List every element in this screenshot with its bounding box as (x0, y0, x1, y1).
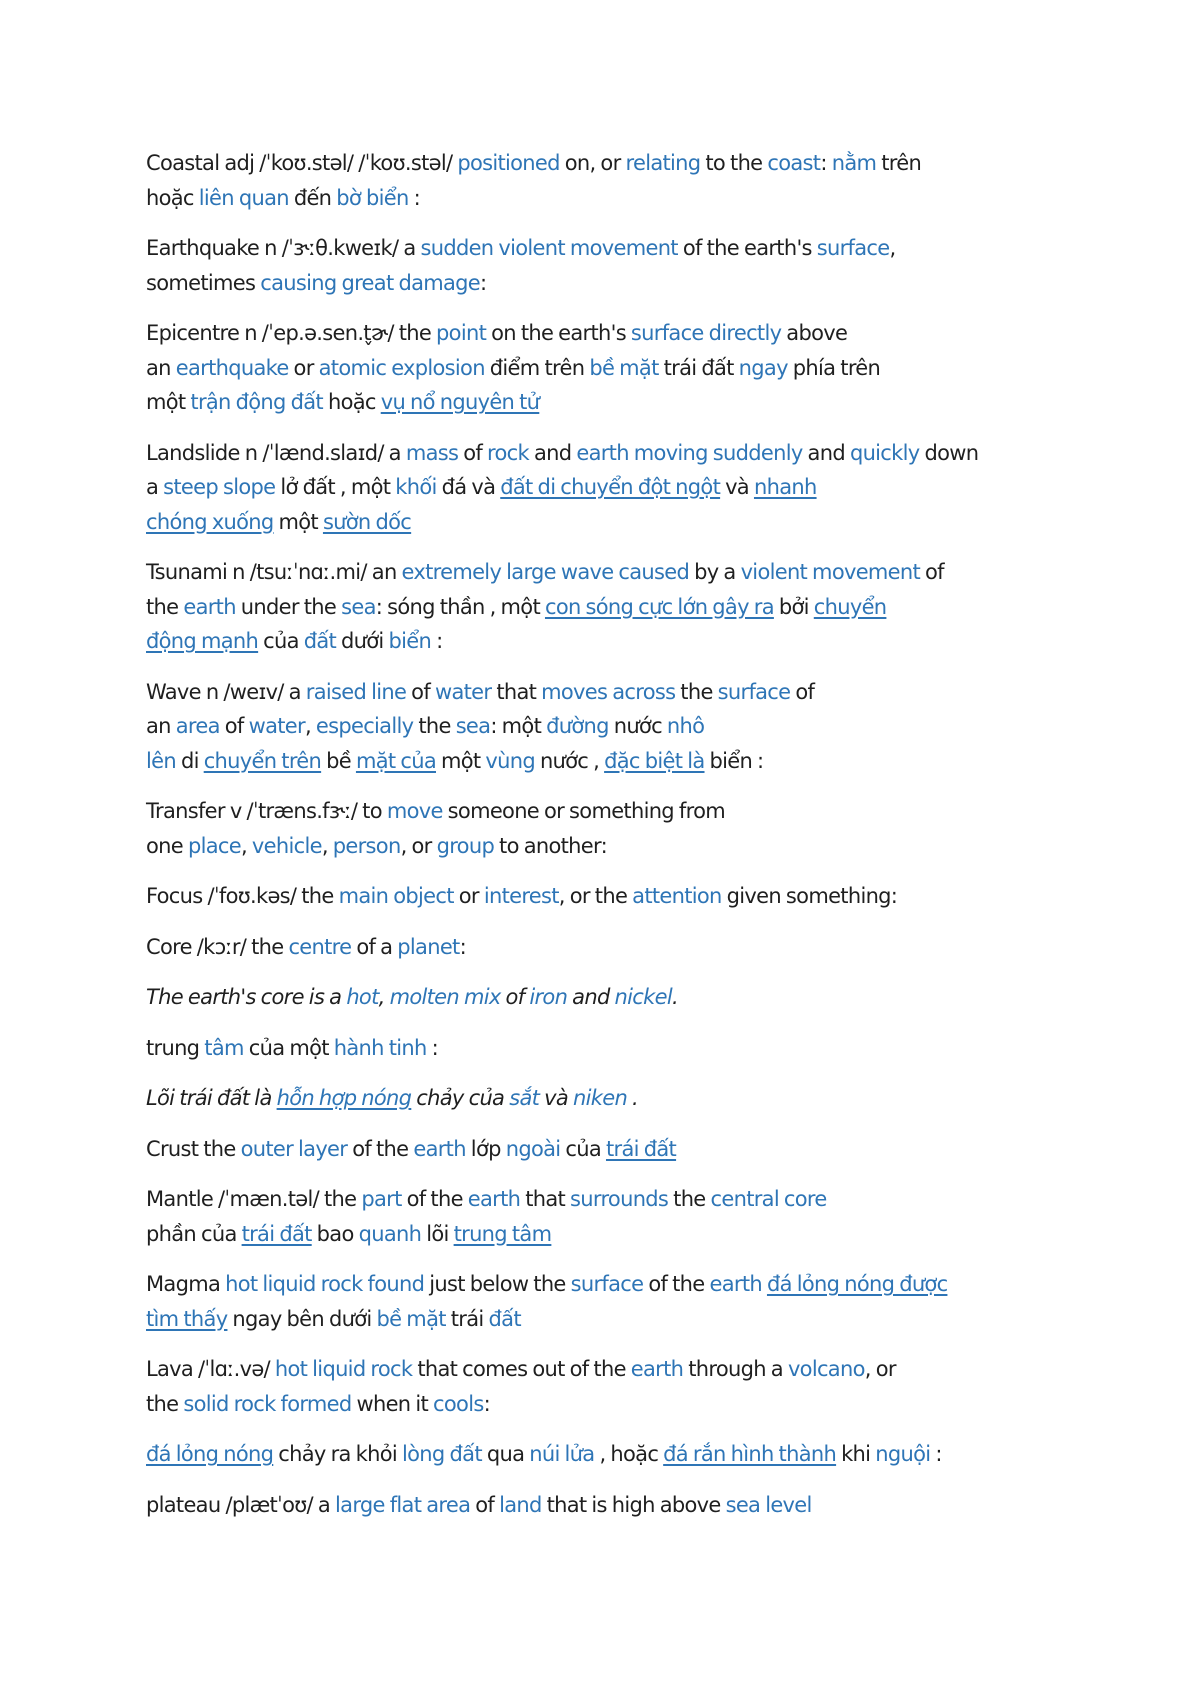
text-run: nước (608, 714, 667, 738)
text-run: , or the (558, 884, 633, 908)
text-run: chảy ra khỏi (273, 1442, 402, 1466)
text-run: of the (347, 1136, 414, 1161)
linked-term: land (499, 1492, 542, 1517)
linked-term: hot (346, 985, 379, 1009)
text-run: và (720, 475, 754, 499)
linked-term: attention (632, 884, 722, 908)
linked-term: núi lửa (529, 1442, 595, 1466)
text-run: , (304, 714, 316, 738)
linked-term: nhanh (753, 475, 817, 499)
text-run: by a (689, 560, 741, 584)
linked-term: sea (341, 594, 376, 619)
text-run: Focus /ˈfoʊ.kəs/ the (146, 884, 339, 908)
text-run: một (146, 390, 191, 414)
text-run: through a (683, 1357, 788, 1381)
text-run: của (560, 1136, 606, 1161)
linked-term: sườn dốc (322, 509, 412, 534)
glossary-entry (146, 555, 1080, 659)
text-run: đến (288, 185, 337, 210)
text-run: that (491, 679, 542, 704)
text-line (146, 470, 1080, 505)
text-run: trung (146, 1035, 205, 1060)
text-run: that (520, 1187, 571, 1211)
text-run: , (378, 985, 390, 1009)
text-line (146, 351, 1080, 386)
text-run: Magma (146, 1272, 226, 1296)
linked-term: đá lỏng nóng được (766, 1272, 948, 1296)
text-run: Core /kɔːr/ the (146, 934, 289, 959)
text-run: of (219, 714, 249, 738)
linked-term: vùng (485, 748, 535, 773)
linked-term: mass (405, 440, 459, 465)
text-run: of a (351, 934, 398, 959)
text-run: biển : (704, 748, 764, 773)
glossary-entry (146, 1267, 1080, 1336)
text-run: to the (700, 151, 768, 175)
text-run: Epicentre n /ˈep.ə.sen.t̬ɚ/ the (146, 321, 437, 345)
text-line (146, 1267, 1080, 1302)
linked-term: vehicle (251, 833, 322, 858)
linked-term: outer layer (240, 1136, 348, 1161)
text-run: Crust the (146, 1136, 241, 1161)
linked-term: liên quan (198, 185, 289, 210)
text-run: : (930, 1442, 942, 1466)
linked-term: place (187, 833, 241, 858)
glossary-entry (146, 1352, 1080, 1421)
text-run: or (288, 355, 319, 380)
text-run: the (146, 1391, 184, 1416)
linked-term: bề mặt (376, 1306, 446, 1331)
text-run: : (431, 629, 443, 653)
text-run: and (802, 440, 850, 465)
text-run: just below the (424, 1272, 571, 1296)
text-run: the (146, 594, 184, 619)
linked-term: đá lỏng nóng (146, 1442, 274, 1466)
text-run: : một (490, 714, 547, 738)
text-run: Lõi trái đất là (146, 1086, 277, 1110)
linked-term: đặc biệt là (604, 748, 705, 773)
linked-term: violent movement (740, 560, 921, 584)
linked-term: khối (395, 475, 437, 499)
linked-term: water (435, 679, 492, 704)
linked-term: trung tâm (453, 1221, 552, 1246)
linked-term: sea level (725, 1492, 812, 1517)
text-line (146, 1352, 1080, 1387)
linked-term: biển (388, 629, 432, 653)
text-run: bao (311, 1221, 359, 1246)
linked-term: surrounds (570, 1187, 669, 1211)
linked-term: trận động đất (190, 390, 323, 414)
linked-term: especially (315, 714, 414, 738)
linked-term: hành tinh (333, 1035, 427, 1060)
text-line (146, 1217, 1080, 1252)
glossary-entry (146, 1437, 1080, 1472)
text-run: down (919, 440, 979, 465)
text-run: and (528, 440, 577, 465)
text-run: một (436, 748, 486, 773)
text-run: , (321, 833, 333, 858)
text-run: to another: (494, 833, 607, 858)
text-run: Landslide n /ˈlænd.slaɪd/ a (146, 440, 406, 465)
linked-term: coast (767, 151, 821, 175)
text-run: lở đất , một (275, 475, 396, 499)
linked-term: volcano (787, 1357, 865, 1381)
linked-term: sắt (509, 1086, 540, 1110)
linked-term: đất (449, 1442, 482, 1466)
linked-term: đường (546, 714, 609, 738)
linked-term: rock (487, 440, 529, 465)
text-run: on the earth's (486, 321, 631, 345)
linked-term: tâm (204, 1035, 244, 1060)
linked-term: trái đất (241, 1221, 312, 1246)
text-run: trái đất (658, 355, 739, 380)
text-run: or (453, 884, 484, 908)
text-run: Mantle /ˈmæn.təl/ the (146, 1187, 362, 1211)
linked-term: nhô (666, 714, 705, 738)
text-line (146, 1437, 1080, 1472)
linked-term: động mạnh (146, 629, 259, 653)
text-run: an (146, 714, 176, 738)
linked-term: move (386, 799, 443, 823)
linked-term: point (436, 321, 487, 345)
linked-term: ngay (738, 355, 788, 380)
text-run: of (500, 985, 530, 1009)
text-line (146, 1488, 1080, 1523)
linked-term: bờ biển (336, 185, 409, 210)
linked-term: đất (303, 629, 337, 653)
text-run: a (146, 475, 164, 499)
text-run: of (458, 440, 488, 465)
linked-term: centre (288, 934, 352, 959)
text-line (146, 930, 1080, 965)
linked-term: đá rắn hình thành (663, 1442, 837, 1466)
text-run: The earth's core is a (146, 985, 347, 1009)
linked-term: moves across (541, 679, 676, 704)
linked-term: vụ nổ nguyên tử (380, 390, 540, 414)
linked-term: person (332, 833, 401, 858)
text-line (146, 505, 1080, 540)
linked-term: sudden violent movement (420, 236, 678, 260)
linked-term: cools (433, 1391, 484, 1416)
text-run: lõi (421, 1221, 454, 1246)
text-line (146, 675, 1080, 710)
linked-term: niken (573, 1086, 628, 1110)
text-run: given something: (721, 884, 898, 908)
linked-term: nguội (875, 1442, 931, 1466)
text-run: that comes out of the (412, 1357, 631, 1381)
linked-term: chóng xuống (146, 509, 274, 534)
linked-term: earth (183, 594, 236, 619)
text-run: of (406, 679, 435, 704)
text-run: : (483, 1391, 490, 1416)
text-run: : (480, 270, 487, 295)
text-run: và (539, 1086, 574, 1110)
linked-term: molten mix (389, 985, 501, 1009)
text-run: sometimes (146, 270, 261, 295)
text-run: qua (481, 1442, 530, 1466)
text-run: hoặc (322, 390, 381, 414)
text-run: : (408, 185, 420, 210)
linked-term: planet (397, 934, 460, 959)
text-line (146, 385, 1080, 420)
text-run: phía trên (787, 355, 881, 380)
text-run: dưới (336, 629, 389, 653)
text-run: : sóng thần , một (375, 594, 545, 619)
linked-term: đất (488, 1306, 521, 1331)
linked-term: group (436, 833, 495, 858)
linked-term: causing great damage (260, 270, 481, 295)
text-line (146, 266, 1080, 301)
text-run: Tsunami n /tsuːˈnɑː.mi/ an (146, 560, 402, 584)
linked-term: tìm thấy (146, 1306, 228, 1331)
text-run: bởi (773, 594, 814, 619)
text-run: Earthquake n /ˈɝːθ.kweɪk/ a (146, 236, 421, 260)
linked-term: water (248, 714, 305, 738)
glossary-entry (146, 1081, 1080, 1116)
linked-term: earth moving suddenly (576, 440, 803, 465)
text-line (146, 1031, 1080, 1066)
text-run: : (426, 1035, 438, 1060)
text-line (146, 1081, 1080, 1116)
text-run: : (459, 934, 466, 959)
text-run: that is high above (541, 1492, 726, 1517)
linked-term: surface (816, 236, 890, 260)
text-run: Transfer v /ˈtræns.fɝː/ to (146, 799, 387, 823)
glossary-entry (146, 930, 1080, 965)
linked-term: mặt của (355, 748, 436, 773)
linked-term: surface (570, 1272, 644, 1296)
linked-term: sea (455, 714, 491, 738)
text-run: một (273, 509, 323, 534)
text-run: of (920, 560, 944, 584)
text-run: . (627, 1086, 639, 1110)
text-run: bề (321, 748, 356, 773)
linked-term: bề mặt (589, 355, 659, 380)
glossary-entry (146, 1132, 1080, 1167)
text-line (146, 590, 1080, 625)
linked-term: surface directly (630, 321, 782, 345)
text-line (146, 316, 1080, 351)
linked-term: hot liquid rock (274, 1357, 413, 1381)
glossary-entry (146, 146, 1080, 215)
linked-term: trái đất (605, 1136, 677, 1161)
text-run: chảy của (411, 1086, 510, 1110)
text-run: di (175, 748, 204, 773)
text-line (146, 1182, 1080, 1217)
linked-term: interest (483, 884, 559, 908)
text-line (146, 709, 1080, 744)
text-run: , (889, 236, 896, 260)
text-run: of the (643, 1272, 710, 1296)
text-line (146, 231, 1080, 266)
linked-term: solid rock formed (183, 1391, 352, 1416)
linked-term: atomic explosion (318, 355, 485, 380)
linked-term: steep slope (163, 475, 276, 499)
text-run: . (671, 985, 678, 1009)
text-run: under the (235, 594, 342, 619)
linked-term: positioned (457, 151, 560, 175)
text-run: , or (400, 833, 437, 858)
linked-term: chuyển (813, 594, 887, 619)
linked-term: ngoài (505, 1136, 561, 1161)
text-run: , (240, 833, 252, 858)
text-line (146, 1387, 1080, 1422)
text-line (146, 879, 1080, 914)
glossary-entry (146, 316, 1080, 420)
text-line (146, 146, 1080, 181)
text-run: Coastal adj /ˈkoʊ.stəl/ /ˈkoʊ.stəl/ (146, 151, 458, 175)
text-run: hoặc (146, 185, 199, 210)
linked-term: quickly (849, 440, 920, 465)
linked-term: chuyển trên (203, 748, 322, 773)
text-run: lớp (465, 1136, 506, 1161)
linked-term: raised line (305, 679, 407, 704)
glossary-entry (146, 1488, 1080, 1523)
linked-term: quanh (358, 1221, 422, 1246)
text-run: của một (243, 1035, 334, 1060)
text-run: trên (876, 151, 922, 175)
glossary-entry (146, 436, 1080, 540)
linked-term: large flat area (335, 1492, 471, 1517)
text-run: khi (836, 1442, 876, 1466)
linked-term: main object (338, 884, 454, 908)
text-run: của (258, 629, 304, 653)
text-run: plateau /plætˈoʊ/ a (146, 1492, 336, 1517)
text-run: someone or something from (442, 799, 725, 823)
glossary-entry (146, 675, 1080, 779)
linked-term: con sóng cực lớn gây ra (544, 594, 774, 619)
glossary-entry (146, 231, 1080, 300)
linked-term: earth (467, 1187, 521, 1211)
text-run: above (781, 321, 848, 345)
text-line (146, 980, 1080, 1015)
text-run: đá và (436, 475, 501, 499)
text-run: : (820, 151, 832, 175)
linked-term: nằm (831, 151, 877, 175)
text-run: trái (445, 1306, 489, 1331)
linked-term: surface (717, 679, 791, 704)
linked-term: earth (630, 1357, 684, 1381)
text-run: on, or (559, 151, 626, 175)
text-run: the (413, 714, 456, 738)
text-run: one (146, 833, 188, 858)
linked-term: area (175, 714, 220, 738)
linked-term: earth (709, 1272, 762, 1296)
linked-term: part (361, 1187, 402, 1211)
text-run: of the earth's (677, 236, 817, 260)
text-run: the (675, 679, 718, 704)
glossary-entry (146, 980, 1080, 1015)
linked-term: đất di chuyển đột ngột (500, 475, 721, 499)
linked-term: nickel (614, 985, 672, 1009)
linked-term: hỗn hợp nóng (276, 1086, 412, 1110)
text-line (146, 181, 1080, 216)
text-line (146, 436, 1080, 471)
text-line (146, 829, 1080, 864)
linked-term: central core (710, 1187, 827, 1211)
linked-term: extremely large wave caused (401, 560, 690, 584)
text-run: điểm trên (484, 355, 590, 380)
text-run: the (668, 1187, 711, 1211)
text-line (146, 794, 1080, 829)
text-run: an (146, 355, 176, 380)
linked-term: hot liquid rock found (225, 1272, 425, 1296)
glossary-entry (146, 1031, 1080, 1066)
glossary-entry (146, 794, 1080, 863)
glossary-entry (146, 879, 1080, 914)
text-run: phần của (146, 1221, 242, 1246)
text-run: nước , (534, 748, 605, 773)
text-run: ngay bên dưới (227, 1306, 377, 1331)
linked-term: lòng (402, 1442, 445, 1466)
linked-term: relating (625, 151, 701, 175)
linked-term: iron (529, 985, 568, 1009)
text-run: , hoặc (594, 1442, 664, 1466)
text-run: and (567, 985, 615, 1009)
linked-term: earthquake (175, 355, 289, 380)
text-run: Lava /ˈlɑː.və/ (146, 1357, 275, 1381)
text-line (146, 1302, 1080, 1337)
glossary-entry (146, 1182, 1080, 1251)
linked-term: earth (413, 1136, 466, 1161)
text-line (146, 1132, 1080, 1167)
text-run: of the (401, 1187, 468, 1211)
text-run: when it (351, 1391, 434, 1416)
text-run: of (790, 679, 815, 704)
text-run: of (470, 1492, 500, 1517)
linked-term: lên (146, 748, 176, 773)
text-run: , or (864, 1357, 896, 1381)
text-line (146, 624, 1080, 659)
text-line (146, 744, 1080, 779)
text-run: Wave n /weɪv/ a (146, 679, 306, 704)
text-line (146, 555, 1080, 590)
